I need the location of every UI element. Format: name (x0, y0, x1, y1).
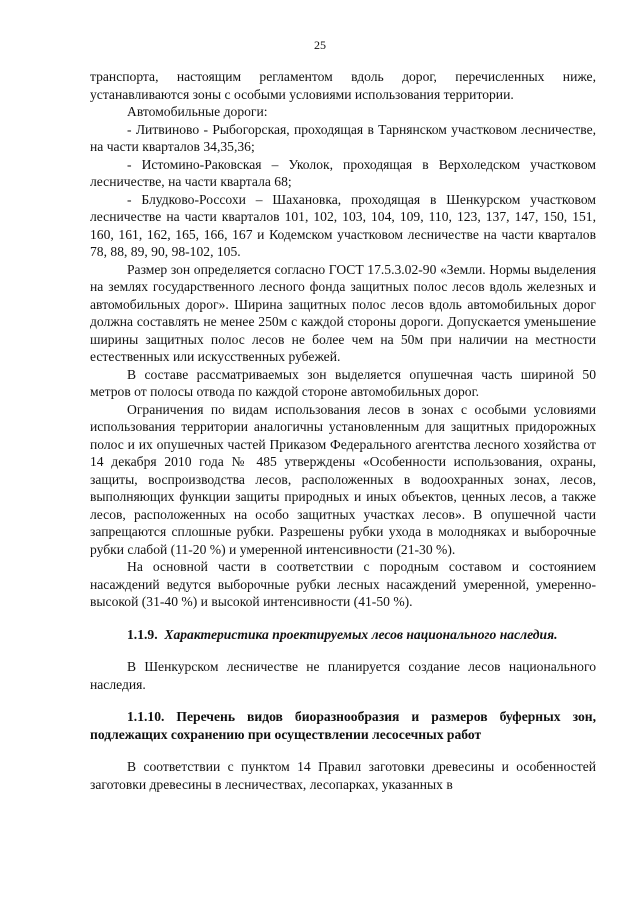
paragraph-edge-part: В составе рассматриваемых зон выделяется опушечная часть шириной 50 метров от полосы отвода по каждой стороне автомобильных дорог. (90, 366, 596, 399)
paragraph-heritage-forests: В Шенкурском лесничестве не планируется создание лесов национального наследия. (90, 659, 596, 692)
section-number: 1.1.9. (127, 626, 158, 642)
road-item-bludkovo: - Блудково-Россохи – Шахановка, проходящая в Шенкурском участковом лесничестве на части кварталов 101, 102, 103, 104, 109, 110, 123, 137, 147, 150, 151, 160, 161, 162, 165, 166, 167 и Кодемском участковом лесничестве на части кварталов 78, 88, 89, 90, 98-102, 105. (90, 191, 596, 259)
paragraph-roads-heading: Автомобильные дороги: (127, 104, 268, 119)
section-heading-1-1-9 (90, 626, 596, 644)
section-heading-1-1-10 (90, 708, 596, 743)
paragraph-zone-size: Размер зон определяется согласно ГОСТ 17.5.3.02-90 «Земли. Нормы выделения на землях государственного лесного фонда защитных полос лесов вдоль железных и автомобильных дорог». Ширина защитных полос лесов вдоль автомобильных дорог должна составлять не менее 250м с каждой стороны дороги. Допускается уменьшение ширины защитных полос лесов не более чем на 50м при наличии на местности естественных или искусственных рубежей. (90, 261, 596, 364)
spacer (90, 743, 596, 758)
paragraph-zones-intro: транспорта, настоящим регламентом вдоль дорог, перечисленных ниже, устанавливаются зоны с особыми условиями использования территории. (90, 69, 596, 102)
paragraph-main-part: На основной части в соответствии с породным составом и состоянием насаждений ведутся выборочные рубки лесных насаждений умеренной, умеренно-высокой (31-40 %) и высокой интенсивности (41-50 %). (90, 559, 596, 609)
road-item-istomino: - Истомино-Раковская – Уколок, проходящая в Верхоледском участковом лесничестве, на части квартала 68; (90, 156, 596, 189)
section-title: Характеристика проектируемых лесов национального наследия. (164, 626, 558, 642)
paragraph-restrictions: Ограничения по видам использования лесов в зонах с особыми условиями использования территории аналогичны установленным для защитных придорожных полос и их опушечных частей Приказом Федерального агентства лесного хозяйства от 14 декабря 2010 года № 485 утверждены «Особенности использования, охраны, защиты, воспроизводства лесов, расположенных в водоохранных зонах, лесов, выполняющих функции защиты природных и иных объектов, ценных лесов, а также лесов, расположенных на особо защитных участках лесов». В опушечной части запрещаются сплошные рубки. Разрешены рубки ухода в молодняках и выборочные рубки слабой (11-20 %) и умеренной интенсивности (21-30 %). (90, 401, 596, 557)
spacer (90, 693, 596, 708)
section-title: Перечень видов биоразнообразия и размеров буферных зон, подлежащих сохранению при осуществлении лесосечных работ (90, 709, 596, 742)
page-body (90, 68, 596, 793)
paragraph-biodiversity: В соответствии с пунктом 14 Правил заготовки древесины и особенностей заготовки древесины в лесничествах, лесопарках, указанных в (90, 759, 596, 792)
section-number: 1.1.10. (127, 709, 165, 724)
page-number: 25 (314, 38, 326, 52)
spacer (90, 611, 596, 626)
road-item-litvinovo: - Литвиново - Рыбогорская, проходящая в Тарнянском участковом лесничестве, на части кварталов 34,35,36; (90, 121, 596, 154)
spacer (90, 643, 596, 658)
